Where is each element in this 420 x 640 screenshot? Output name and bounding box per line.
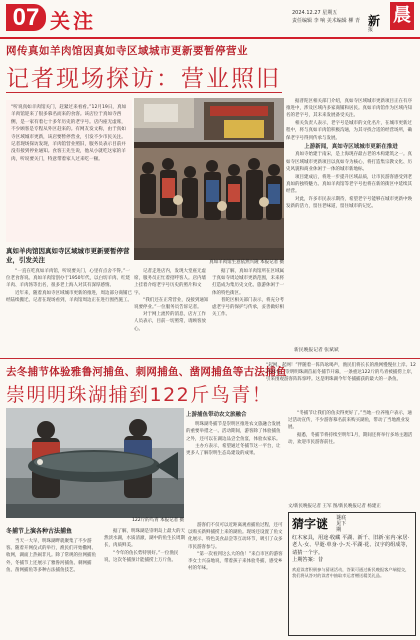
editor-credit: 责任编辑 李 响 美术编辑 柳 青 — [292, 18, 360, 24]
paragraph: 近年来，随着真如寺区域城市更新的推进，周边部分商铺已经陆续搬迁。记者在现场看到，羊肉馆周边正在进行围挡施工。 — [6, 290, 132, 303]
story2-photo-caption: 122斤的鸟青 本报记者 摄 — [132, 518, 184, 523]
story1-subheading: 上游新闻，真如寺区域城市更新在推进 — [304, 143, 398, 150]
story2-column-c — [188, 522, 284, 572]
story1-column-b — [134, 268, 210, 333]
paragraph: “第一次看到这么大的鱼！”来自市区的游客李女士兴奋地说，带着孩子来体验冬捕，感受乡村的年味。 — [188, 551, 283, 572]
riddle-box — [288, 512, 416, 636]
header-rule — [0, 37, 420, 39]
story2-byline: 文/新民晚报记者 王军 图/新民晚报记者 杨建正 — [288, 504, 381, 509]
logo-small: 报 — [368, 27, 374, 33]
riddle-subtitle: 谜底见下期 — [336, 515, 347, 533]
story2-column-b — [104, 528, 186, 564]
riddle-answer: 上期答案：昔 — [292, 557, 324, 564]
paragraph: “冬捕节让我们的鱼卖得更好了。”当地一位养殖户表示，通过活动宣传，不少游客慕名前来购买湖鱼，带动了当地渔业发展。 — [288, 411, 412, 431]
paragraph: 据了解，真如羊肉馆所在区域属于真如寺周边城市更新范围，未来将打造成为集历史文化、旅游休闲于一体的特色街区。 — [212, 269, 284, 296]
restaurant-photo-illustration — [134, 98, 284, 260]
paragraph: 对此，许多市民表示期待，希望老字号能够在城市更新中焕发新的活力，留住老味道，留住城市的记忆。 — [286, 196, 412, 209]
paragraph: 据悉，冬捕节将持续至明年1月，期间还将举行多场主题活动，欢迎市民游客前往。 — [288, 432, 413, 445]
paragraph: 当天一大早，明珠湖畔就聚集了不少游客。随着开网仪式的举行，渔民们开始撒网、收网，湖面上热闹非凡。除了常规的拉网捕鱼外，冬捕节上还展示了雅鲁河捕鱼、刺网捕鱼、凿网捕鱼等多种古法捕鱼技艺。 — [6, 539, 96, 573]
newspaper-logo — [368, 2, 416, 34]
story1-column-c — [212, 268, 284, 318]
date-line — [292, 9, 372, 25]
story1-mid-headline: 真如羊肉馆因真如寺区域城市更新要暂停营业，引发关注 — [6, 247, 130, 264]
story2-lead-title: 去冬捕节体验雅鲁河捕鱼、刺网捕鱼、凿网捕鱼等古法捕鱼 — [6, 366, 287, 378]
paragraph: 项目建成后，将进一步提升区域品质，让市民游客感受到老真如的独特魅力。真如羊肉馆等老字号也将在新的街区中延续其经营。 — [286, 174, 412, 194]
page-header — [0, 0, 420, 38]
logo-red-block: 晨 — [390, 2, 414, 30]
story2-subheading: 冬捕节上演各种古法捕鱼 — [6, 528, 73, 535]
paragraph: 据了解，明珠湖是崇明岛上最大的天然淡水湖，水质清澈，湖中的鱼生长周期长，肉质鲜美。 — [104, 529, 185, 549]
paragraph: 游客们不仅可以近距离观看捕鱼过程，还可以购买新鲜捕捞上来的湖鱼。现场还设置了鱼文化展示、特色美食品尝等互动环节，吸引了众多市民游客参与。 — [188, 523, 283, 550]
story1-quote-box: “听说真如羊肉馆关门，赶紧过来看看。”12月19日，真如羊肉馆迎来了很多慕名而来的食客。该店位于真如寺西侧，是一家有着七十多年历史的老字号。店内座无虚席，不少顾客是专程从外区赶来的。有网友发文称，由于真如寺区域城市更新，该店要暂停营业，引发不少市民关注。记者现场探访发现，羊肉馆营业照旧，服务员表示目前并没有接到停业通知。食客王先生说，他从小就吃这家的羊肉，听说要关门，特意带着家人过来吃一顿。 — [6, 100, 132, 242]
issue-date: 2024.12.27 星期五 — [292, 10, 338, 16]
paragraph: 记者走进店内，发现大堂座无虚席，服务员正忙着招呼客人。店内墙上挂着介绍老字号历史的照片和文字。 — [134, 269, 206, 296]
paragraph: 真如寺始建于南宋，是上海现存最古老的木构建筑之一。真如寺区域城市更新项目以真如寺为核心，将打造集宗教文化、历史风貌和商业休闲于一体的城市新地标。 — [286, 152, 412, 172]
logo-word: 新 — [368, 14, 381, 28]
story2-photo-fish — [6, 408, 184, 518]
riddle-note: 欢迎读者积极参与猜谜活动，答案可通过新民晚报客户端提交，我们将从答对的读者中抽取幸运者赠送精美礼品。 — [292, 566, 410, 578]
riddle-text: 红木家具，用途·收藏 平湖、新千、旧新·室内·家居·老人·女、早逝·单身·小·天·平湖·花、汉字的组成等，请猜一个字。 — [292, 535, 411, 556]
story1-photo-caption: 真如羊肉馆生意依然兴隆 本报记者 摄 — [209, 260, 284, 265]
paragraph: 明珠湖冬捕节是崇明区推进农文旅融合发展的重要举措之一。活动期间，游客除了体验捕鱼之外，还可以在湖边品尝全鱼宴，体验农家乐。 — [186, 422, 281, 442]
paragraph: “一直在吃真如羊肉馆，听说要关门，心里有点舍不得。”一位老食客说。真如羊肉馆创办于1950年代，以白切羊肉、红烧羊肉、羊肉汤等出名，很多老上海人对其有深厚感情。 — [6, 269, 130, 289]
story2-right-column — [288, 410, 416, 446]
riddle-title: 猜字谜 — [292, 517, 329, 531]
paragraph: 主办方表示，希望通过冬捕节这一平台，让更多人了解崇明生态岛建设的成果。 — [186, 443, 281, 457]
paragraph: 据普陀区相关部门介绍，真如寺区域城市更新项目正在有序推进中，涉及区域内多家商铺和居民。真如羊肉馆作为区域内知名的老字号，其未来发展备受关注。 — [286, 99, 412, 119]
story2-quote: “起网，起网！”伴随着一阵阵吆喝声，渔民们将长长的渔网慢慢拉上岸。12月21日，崇明明珠湖首届冬捕节开幕，一条重达122斤的鸟青被捕捞上岸，引来围观游客阵阵惊呼。这是明珠湖今年冬捕捕获的最大的一条鱼。 — [266, 363, 416, 383]
story1-lead-title: 网传真如羊肉馆因真如寺区域城市更新要暂停营业 — [6, 45, 248, 57]
story2-subheading-2: 上游捕鱼带动农文旅融合 — [186, 412, 247, 418]
story1-photo-restaurant — [134, 98, 284, 260]
paragraph: “我们还在正常营业，没接到通知说要停业。”一位服务员告诉记者。 — [134, 297, 209, 311]
story2-main-title: 崇明明珠湖捕到122斤鸟青！ — [6, 384, 273, 406]
fish-photo-illustration — [6, 408, 184, 518]
paragraph: 对于网上流传的消息，店方工作人员表示，目前一切照常，请顾客放心。 — [134, 312, 206, 332]
story1-byline: 新民晚报记者 张斌斌 — [294, 348, 339, 353]
story1-main-title: 记者现场探访：营业照旧 — [6, 66, 281, 92]
paragraph: 普陀区相关部门表示，将充分考虑老字号的保护与传承，妥善做好相关工作。 — [212, 297, 284, 318]
story-separator — [0, 358, 420, 359]
paragraph: “今年的鱼长势特别好。”一位渔民说，这次冬捕预计能捕捞上万斤鱼。 — [104, 550, 179, 563]
story2-column-a — [6, 538, 100, 574]
page-number: 07 — [6, 4, 46, 31]
story2-column-d — [186, 410, 284, 457]
paragraph: 相关负责人表示，老字号是城市的文化名片，在城市更新过程中，将与真如羊肉馆积极沟通，为其寻找合适的经营场所，确保老字号得到传承与发展。 — [286, 121, 412, 141]
story1-right-column — [286, 98, 416, 211]
story1-column-a — [6, 268, 132, 304]
section-title: 关注 — [50, 9, 96, 33]
story1-title-rule — [6, 92, 282, 93]
